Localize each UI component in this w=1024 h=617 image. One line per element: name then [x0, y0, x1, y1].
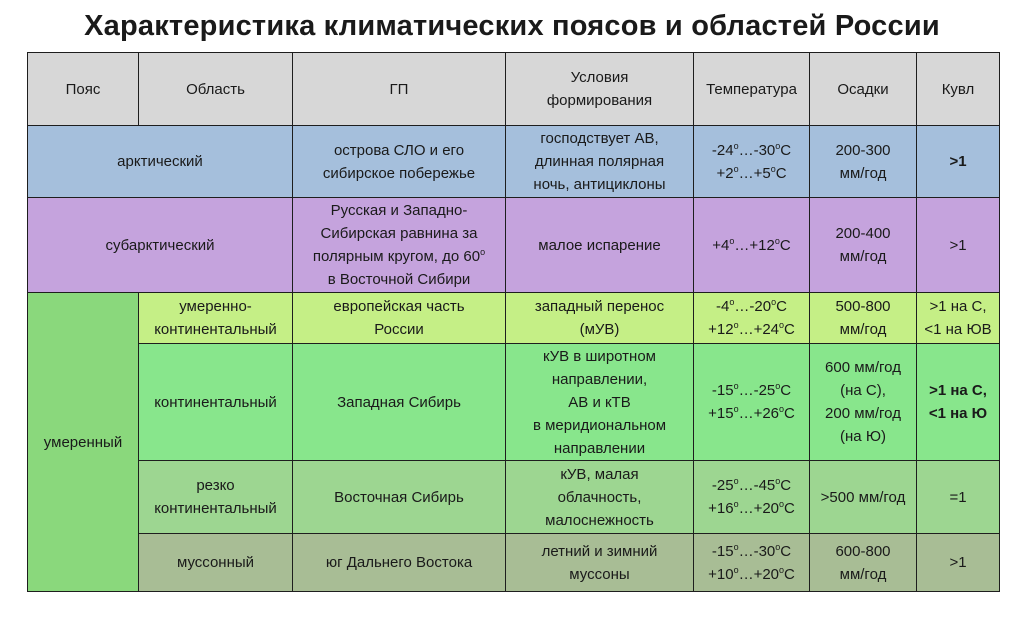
table-row: [28, 461, 1000, 534]
conditions-cell: кУВ, малая облачность, малоснежность: [506, 461, 694, 534]
table-row: [28, 293, 1000, 344]
kuvl-cell: >1 на С, <1 на ЮВ: [917, 293, 1000, 344]
kuvl-cell: >1 на С, <1 на Ю: [917, 344, 1000, 461]
header-conditions: Условия формирования: [506, 53, 694, 126]
gp-cell: Западная Сибирь: [293, 344, 506, 461]
kuvl-cell: >1: [917, 126, 1000, 198]
header-gp: ГП: [293, 53, 506, 126]
gp-cell: европейская часть России: [293, 293, 506, 344]
table-row: [28, 344, 1000, 461]
region-cell: умеренно- континентальный: [139, 293, 293, 344]
temperature-cell: $+4^о\dots+12^оС$: [694, 198, 810, 293]
table-row: [28, 198, 1000, 293]
precipitation-cell: 600 мм/год (на С), 200 мм/год (на Ю): [810, 344, 917, 461]
conditions-cell: летний и зимний муссоны: [506, 534, 694, 592]
region-cell: муссонный: [139, 534, 293, 592]
kuvl-cell: >1: [917, 198, 1000, 293]
header-row: [28, 53, 1000, 126]
precipitation-cell: 200-400 мм/год: [810, 198, 917, 293]
temperature-cell: $-15^о\dots-25^оС$ $+15^о\dots+26^оС$: [694, 344, 810, 461]
header-belt: Пояс: [28, 53, 139, 126]
header-temperature: Температура: [694, 53, 810, 126]
conditions-cell: кУВ в широтном направлении, АВ и кТВ в меридиональном направлении: [506, 344, 694, 461]
page-title: Характеристика климатических поясов и областей России: [84, 10, 940, 42]
temperature-cell: $-15^о\dots-30^оС$ $+10^о\dots+20^оС$: [694, 534, 810, 592]
gp-cell: Русская и Западно- Сибирская равнина за полярным кругом, до $60^о$ в Восточной Сибири: [293, 198, 506, 293]
temperature-cell: $-4^о\dots-20^оС$ $+12^о\dots+24^оС$: [694, 293, 810, 344]
belt-cell: субарктический: [28, 198, 293, 293]
header-kuvl: Кувл: [917, 53, 1000, 126]
belt-cell: арктический: [28, 126, 293, 198]
climate-table: [27, 52, 1000, 592]
header-precipitation: Осадки: [810, 53, 917, 126]
region-cell: континентальный: [139, 344, 293, 461]
temperature-cell: $-25^о\dots-45^оС$ $+16^о\dots+20^оС$: [694, 461, 810, 534]
temperature-cell: $-24^о\dots-30^оС$ $+2^о\dots+5^оС$: [694, 126, 810, 198]
conditions-cell: господствует АВ, длинная полярная ночь, антициклоны: [506, 126, 694, 198]
gp-cell: острова СЛО и его сибирское побережье: [293, 126, 506, 198]
conditions-cell: малое испарение: [506, 198, 694, 293]
precipitation-cell: 600-800 мм/год: [810, 534, 917, 592]
precipitation-cell: >500 мм/год: [810, 461, 917, 534]
precipitation-cell: 500-800 мм/год: [810, 293, 917, 344]
conditions-cell: западный перенос (мУВ): [506, 293, 694, 344]
precipitation-cell: 200-300 мм/год: [810, 126, 917, 198]
gp-cell: юг Дальнего Востока: [293, 534, 506, 592]
kuvl-cell: =1: [917, 461, 1000, 534]
belt-cell: умеренный: [28, 293, 139, 592]
region-cell: резко континентальный: [139, 461, 293, 534]
header-region: Область: [139, 53, 293, 126]
table-row: [28, 534, 1000, 592]
gp-cell: Восточная Сибирь: [293, 461, 506, 534]
kuvl-cell: >1: [917, 534, 1000, 592]
table-row: [28, 126, 1000, 198]
